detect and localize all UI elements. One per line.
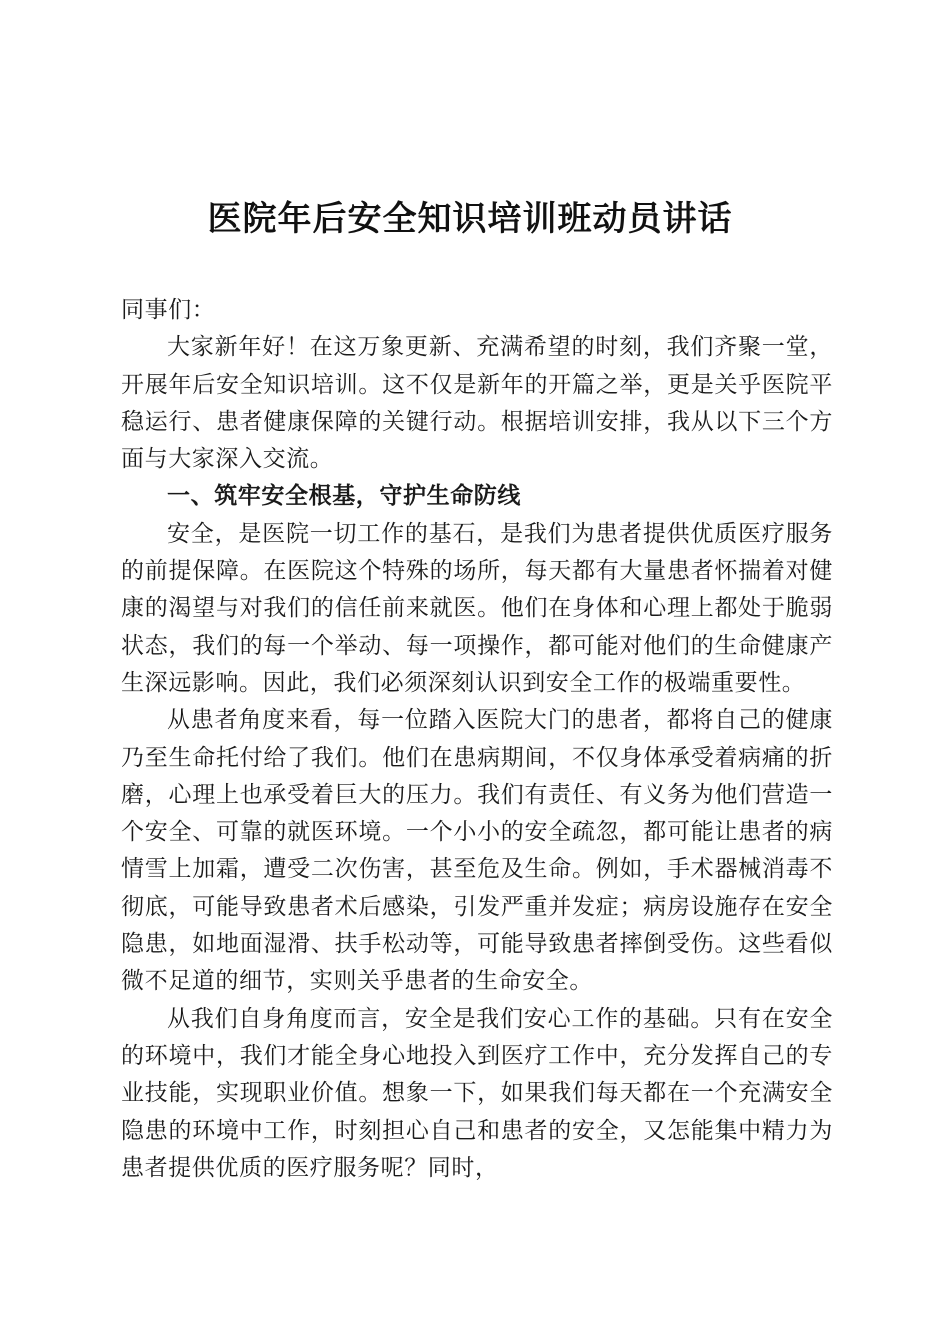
salutation: 同事们： bbox=[121, 297, 216, 323]
paragraph-intro: 大家新年好！在这万象更新、充满希望的时刻，我们齐聚一堂，开展年后安全知识培训。这不仅是新年的开篇之举，更是关乎医院平稳运行、患者健康保障的关键行动。根据培训安排，我从以下三个方面与大家深入交流。 bbox=[121, 334, 833, 473]
document-title: 医院年后安全知识培训班动员讲话 bbox=[207, 199, 733, 239]
paragraph-patient-perspective: 从患者角度来看，每一位踏入医院大门的患者，都将自己的健康乃至生命托付给了我们。他们在患病期间，不仅身体承受着病痛的折磨，心理上也承受着巨大的压力。我们有责任、有义务为他们营造一个安全、可靠的就医环境。一个小小的安全疏忽，都可能让患者的病情雪上加霜，遭受二次伤害，甚至危及生命。例如，手术器械消毒不彻底，可能导致患者术后感染，引发严重并发症；病房设施存在安全隐患，如地面湿滑、扶手松动等，可能导致患者摔倒受伤。这些看似微不足道的细节，实则关乎患者的生命安全。 bbox=[121, 707, 833, 995]
paragraph-staff-perspective: 从我们自身角度而言，安全是我们安心工作的基础。只有在安全的环境中，我们才能全身心地投入到医疗工作中，充分发挥自己的专业技能，实现职业价值。想象一下，如果我们每天都在一个充满安全隐患的环境中工作，时刻担心自己和患者的安全，又怎能集中精力为患者提供优质的医疗服务呢？同时， bbox=[121, 1005, 833, 1181]
paragraph-safety-foundation: 安全，是医院一切工作的基石，是我们为患者提供优质医疗服务的前提保障。在医院这个特殊的场所，每天都有大量患者怀揣着对健康的渴望与对我们的信任前来就医。他们在身体和心理上都处于脆弱状态，我们的每一个举动、每一项操作，都可能对他们的生命健康产生深远影响。因此，我们必须深刻认识到安全工作的极端重要性。 bbox=[121, 520, 833, 696]
section-heading-1: 一、筑牢安全根基，守护生命防线 bbox=[167, 483, 521, 510]
document-body bbox=[121, 292, 833, 1187]
